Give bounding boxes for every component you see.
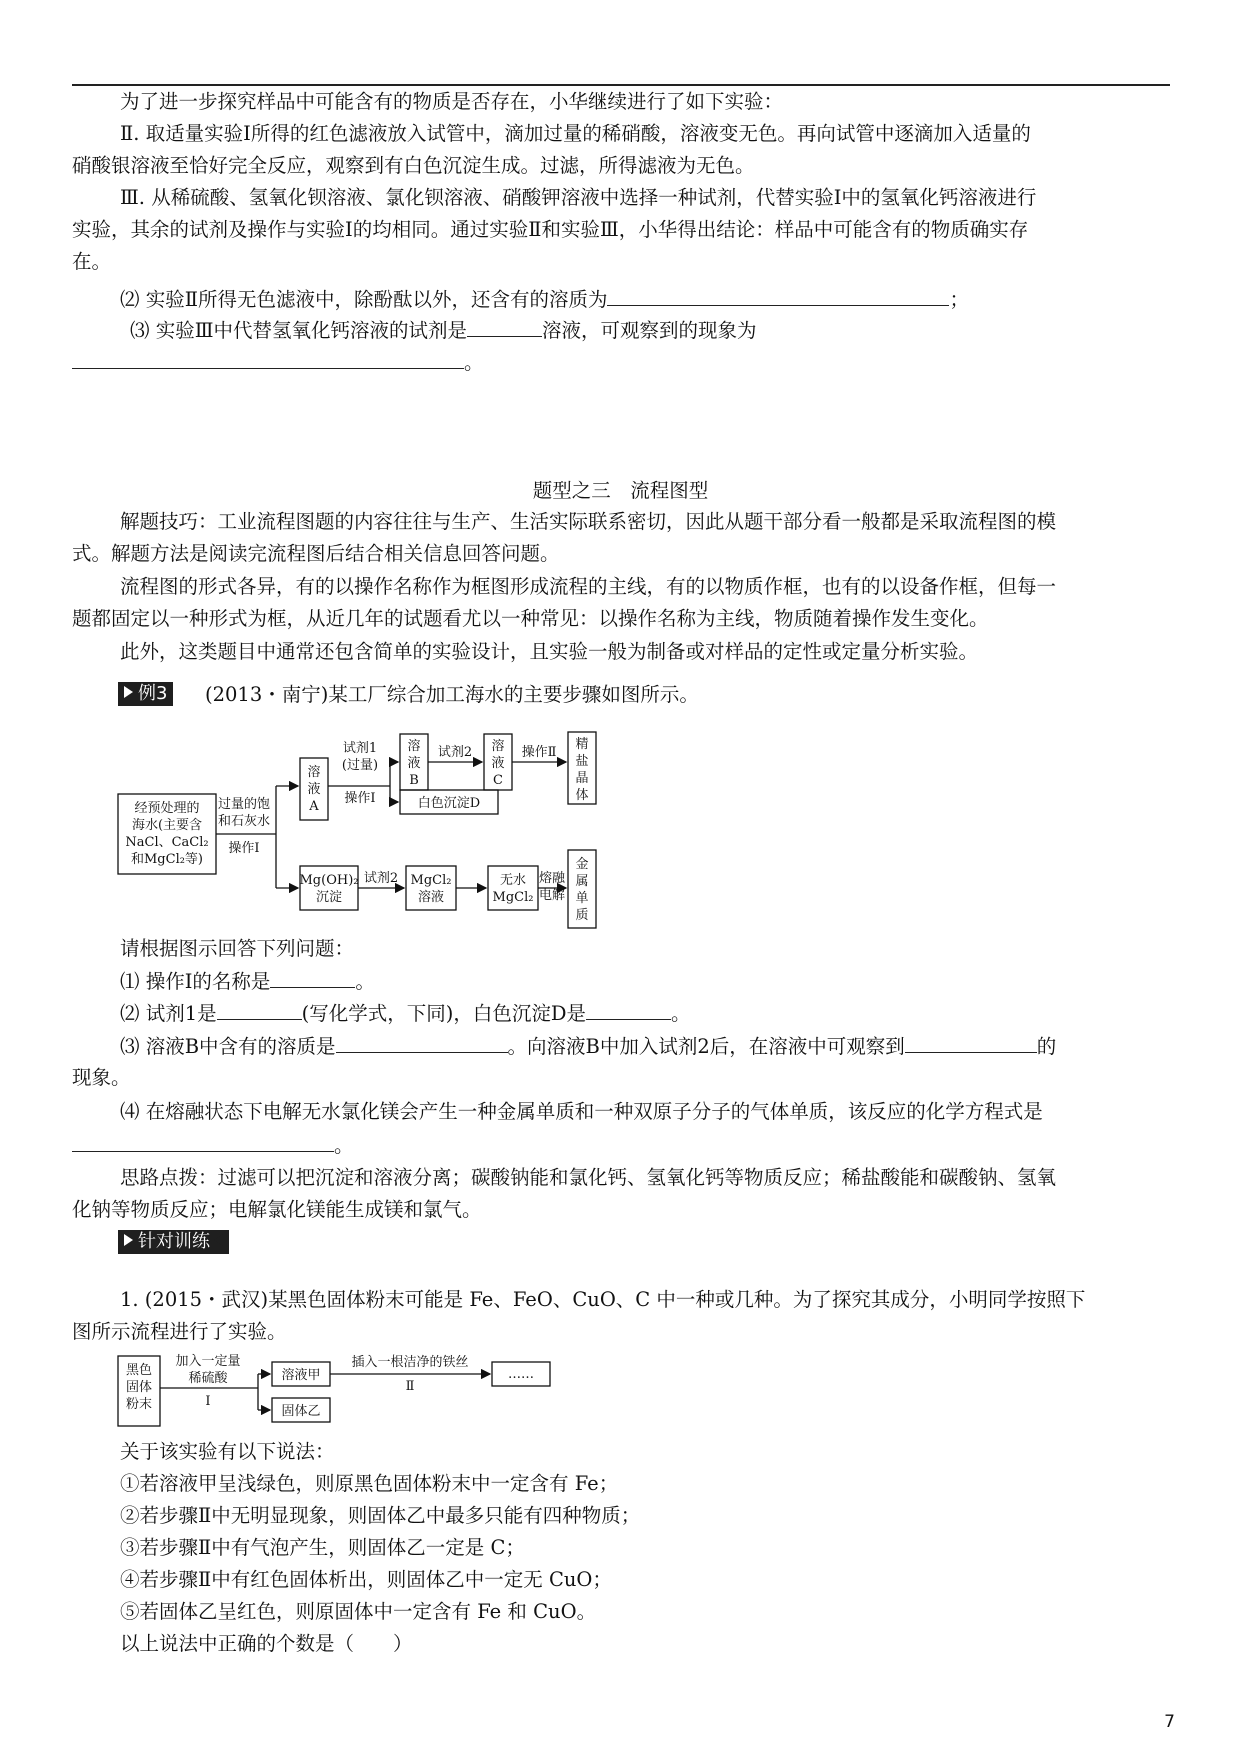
flow-mgcl2-sol (411, 873, 452, 905)
flow-text-line: 海水(主要含 (131, 818, 203, 833)
flow-text-line: 溶液 (417, 890, 445, 905)
flow-mgoh (300, 873, 359, 905)
statement-5: ⑤若固体乙呈红色，则原固体中一定含有 Fe 和 CuO。 (120, 1600, 597, 1623)
flow-text-line: 沉淀 (315, 890, 343, 905)
training-tag (118, 1230, 229, 1254)
q2-b: (写化学式，下同)，白色沉淀D是 (301, 1002, 586, 1025)
q1-answer-blank[interactable] (270, 969, 355, 988)
flow-text-line: 液 (307, 782, 321, 797)
flow-text-line: 溶 (491, 739, 505, 754)
flow2-insert-bottom: Ⅱ (405, 1379, 415, 1394)
play-triangle-icon (124, 1234, 133, 1246)
flow-text-line: 溶 (407, 739, 421, 754)
q2-suffix: ； (949, 288, 969, 311)
training-tag-label: 针对训练 (138, 1231, 210, 1252)
example-prompt: 请根据图示回答下列问题： (120, 937, 355, 960)
flow-sol-a (307, 764, 320, 814)
flow-text-line: 单 (575, 891, 589, 906)
flow-text-line: 金 (575, 857, 589, 872)
exp-question-2 (120, 287, 969, 312)
exp-ii-line1: Ⅱ. 取适量实验Ⅰ所得的红色滤液放入试管中，滴加过量的稀硝酸，溶液变无色。再向试管中逐滴加入适量的 (120, 122, 1031, 145)
page-number: 7 (1164, 1712, 1175, 1732)
q3-observe-blank[interactable] (905, 1034, 1037, 1053)
flow-text-line: 经预处理的 (134, 801, 200, 816)
example-q3 (120, 1034, 1056, 1059)
section-title: 题型之三 流程图型 (532, 479, 709, 502)
flow-diagram-black-powder (110, 1350, 570, 1430)
example-stem: (2013・南宁)某工厂综合加工海水的主要步骤如图所示。 (205, 683, 699, 706)
flow2-insert-top: 插入一根洁净的铁丝 (351, 1355, 469, 1370)
left-triangle-icon (214, 1234, 223, 1246)
flow-white-d: 白色沉淀D (417, 796, 481, 811)
flow-anhydrous (493, 872, 534, 905)
flow-step1-top (218, 796, 270, 829)
flow-text-line: Mg(OH)₂ (299, 873, 359, 888)
q2-answer-blank[interactable] (607, 287, 949, 306)
flow-text-line: 过量的饱 (217, 797, 271, 812)
flow2-add-bottom: Ⅰ (205, 1394, 211, 1409)
flow-sol-c (491, 738, 504, 788)
flow-op2: 操作Ⅱ (521, 745, 557, 760)
q2-reagent-blank[interactable] (217, 1001, 302, 1020)
example-q1 (120, 969, 375, 994)
flow-text-line: 质 (575, 908, 589, 923)
example-q4-line2 (72, 1133, 354, 1158)
flow2-start (126, 1363, 152, 1412)
flow-text-line: 液 (407, 756, 421, 771)
q1-prefix: ⑴ 操作Ⅰ的名称是 (120, 970, 271, 993)
extra-line: 此外，这类题目中通常还包含简单的实验设计，且实验一般为制备或对样品的定性或定量分析实验。 (120, 640, 979, 663)
flow-text-line: 粉末 (125, 1397, 153, 1412)
q3-c: 的 (1036, 1035, 1057, 1058)
flow-text-line: 和石灰水 (217, 814, 271, 829)
play-triangle-icon (124, 686, 133, 698)
flow-start-text (125, 800, 208, 867)
form-line1: 流程图的形式各异，有的以操作名称作为框图形成流程的主线，有的以物质作框，也有的以设备作框，但每一 (120, 575, 1057, 598)
flow-text-line: 试剂1 (342, 741, 378, 756)
flow-text-line: NaCl、CaCl₂ (125, 835, 209, 850)
q3-a: ⑶ 溶液B中含有的溶质是 (120, 1035, 336, 1058)
flow-reagent2b: 试剂2 (363, 871, 399, 886)
flow-step1-bottom: 操作Ⅰ (228, 841, 260, 856)
tips-line1: 解题技巧：工业流程图题的内容往往与生产、生活实际联系密切，因此从题干部分看一般都是采取流程图的模 (120, 510, 1057, 533)
flow-text-line: 电解 (538, 888, 566, 903)
exp-iii-line1: Ⅲ. 从稀硫酸、氢氧化钡溶液、氯化钡溶液、硝酸钾溶液中选择一种试剂，代替实验Ⅰ中的氢氧化钙溶液进行 (120, 186, 1037, 209)
flow-text-line: 黑色 (125, 1363, 153, 1378)
q4-equation-blank[interactable] (72, 1133, 334, 1152)
exp-question-3-line2 (72, 350, 484, 375)
q2-a: ⑵ 试剂1是 (120, 1002, 217, 1025)
q3-prefix: ⑶ 实验Ⅲ中代替氢氧化钙溶液的试剂是 (130, 319, 468, 342)
statement-2: ②若步骤Ⅱ中无明显现象，则固体乙中最多只能有四种物质； (120, 1504, 641, 1527)
q2-prefix: ⑵ 实验Ⅱ所得无色滤液中，除酚酞以外，还含有的溶质为 (120, 288, 608, 311)
flow-text-line: 液 (491, 756, 505, 771)
flow2-add-top (175, 1353, 240, 1386)
q2-end: 。 (670, 1002, 691, 1025)
q2-precipitate-blank[interactable] (586, 1001, 671, 1020)
q3-b: 。向溶液B中加入试剂2后，在溶液中可观察到 (507, 1035, 905, 1058)
flow-text-line: C (493, 773, 503, 788)
flow-text-line: 固体 (125, 1380, 153, 1395)
training-q1-line2: 图所示流程进行了实验。 (72, 1320, 287, 1343)
flow-sol-b (407, 738, 420, 788)
flow-text-line: 溶 (307, 765, 321, 780)
exp-iii-line3: 在。 (72, 250, 112, 273)
example-q2 (120, 1001, 690, 1026)
flow-metal (575, 856, 588, 923)
q1-end: 。 (355, 970, 375, 993)
exp-iii-line2: 实验，其余的试剂及操作与实验Ⅰ的均相同。通过实验Ⅱ和实验Ⅲ，小华得出结论：样品中可能含有的物质确实存 (72, 218, 1029, 241)
q3-phenomenon-blank[interactable] (72, 350, 464, 369)
q3-solute-blank[interactable] (336, 1034, 508, 1053)
header-rule (72, 84, 1170, 86)
flow-reagent1 (342, 741, 378, 773)
flow-text-line: 无水 (499, 873, 527, 888)
flow-melt (539, 870, 566, 903)
flow-text-line: 稀硫酸 (188, 1371, 228, 1386)
flow-text-line: 加入一定量 (175, 1354, 241, 1369)
flow-op-i-small: 操作Ⅰ (344, 791, 376, 806)
flow-text-line: (过量) (341, 758, 379, 773)
flow2-sol-jia: 溶液甲 (281, 1368, 321, 1383)
hint-line1: 思路点拨：过滤可以把沉淀和溶液分离；碳酸钠能和氯化钙、氢氧化钙等物质反应；稀盐酸能和碳酸钠、氢氧 (120, 1166, 1057, 1189)
q4-end: 。 (334, 1134, 354, 1157)
flow-text-line: MgCl₂ (410, 873, 452, 888)
flow-text-line: MgCl₂ (492, 890, 534, 905)
flow2-ellipsis: …… (508, 1367, 534, 1382)
q3-reagent-blank[interactable] (467, 318, 542, 337)
flow-text-line: A (309, 799, 319, 814)
q3-mid: 溶液，可观察到的现象为 (542, 319, 757, 342)
flow-text-line: 晶 (575, 771, 589, 786)
statement-1: ①若溶液甲呈浅绿色，则原黑色固体粉末中一定含有 Fe； (120, 1472, 619, 1495)
flow-text-line: 精 (575, 737, 589, 752)
training-ask: 以上说法中正确的个数是（ ） (120, 1632, 413, 1655)
statement-4: ④若步骤Ⅱ中有红色固体析出，则固体乙中一定无 CuO； (120, 1568, 612, 1591)
statement-3: ③若步骤Ⅱ中有气泡产生，则固体乙一定是 C； (120, 1536, 525, 1559)
flow-text-line: 体 (575, 788, 589, 803)
example-q3-line2: 现象。 (72, 1066, 131, 1089)
exp-ii-line2: 硝酸银溶液至恰好完全反应，观察到有白色沉淀生成。过滤，所得滤液为无色。 (72, 154, 755, 177)
example-tag-label: 例3 (138, 683, 168, 704)
training-q1-line1: 1. (2015・武汉)某黑色固体粉末可能是 Fe、FeO、CuO、C 中一种或几种。为了探究其成分，小明同学按照下 (120, 1288, 1086, 1311)
flow-reagent2: 试剂2 (437, 745, 473, 760)
training-about: 关于该实验有以下说法： (120, 1440, 335, 1463)
example-q4: ⑷ 在熔融状态下电解无水氯化镁会产生一种金属单质和一种双原子分子的气体单质，该反应的化学方程式是 (120, 1100, 1043, 1123)
flow-text-line: 和MgCl₂等) (130, 852, 204, 867)
form-line2: 题都固定以一种形式为框，从近几年的试题看尤以一种常见：以操作名称为主线，物质随着操作发生变化。 (72, 607, 989, 630)
example-tag (118, 682, 173, 706)
exp-intro: 为了进一步探究样品中可能含有的物质是否存在，小华继续进行了如下实验： (120, 90, 784, 113)
flow-text-line: B (409, 773, 419, 788)
hint-line2: 化钠等物质反应；电解氯化镁能生成镁和氯气。 (72, 1198, 482, 1221)
flow-text-line: 盐 (575, 754, 589, 769)
tips-line2: 式。解题方法是阅读完流程图后结合相关信息回答问题。 (72, 542, 560, 565)
flow-salt (575, 736, 588, 803)
flow-diagram-seawater (110, 730, 610, 930)
flow-text-line: 熔融 (538, 871, 566, 886)
flow-text-line: 属 (575, 874, 589, 889)
flow2-solid-yi: 固体乙 (281, 1404, 321, 1419)
exp-question-3 (130, 318, 757, 343)
q3-end: 。 (464, 351, 484, 374)
